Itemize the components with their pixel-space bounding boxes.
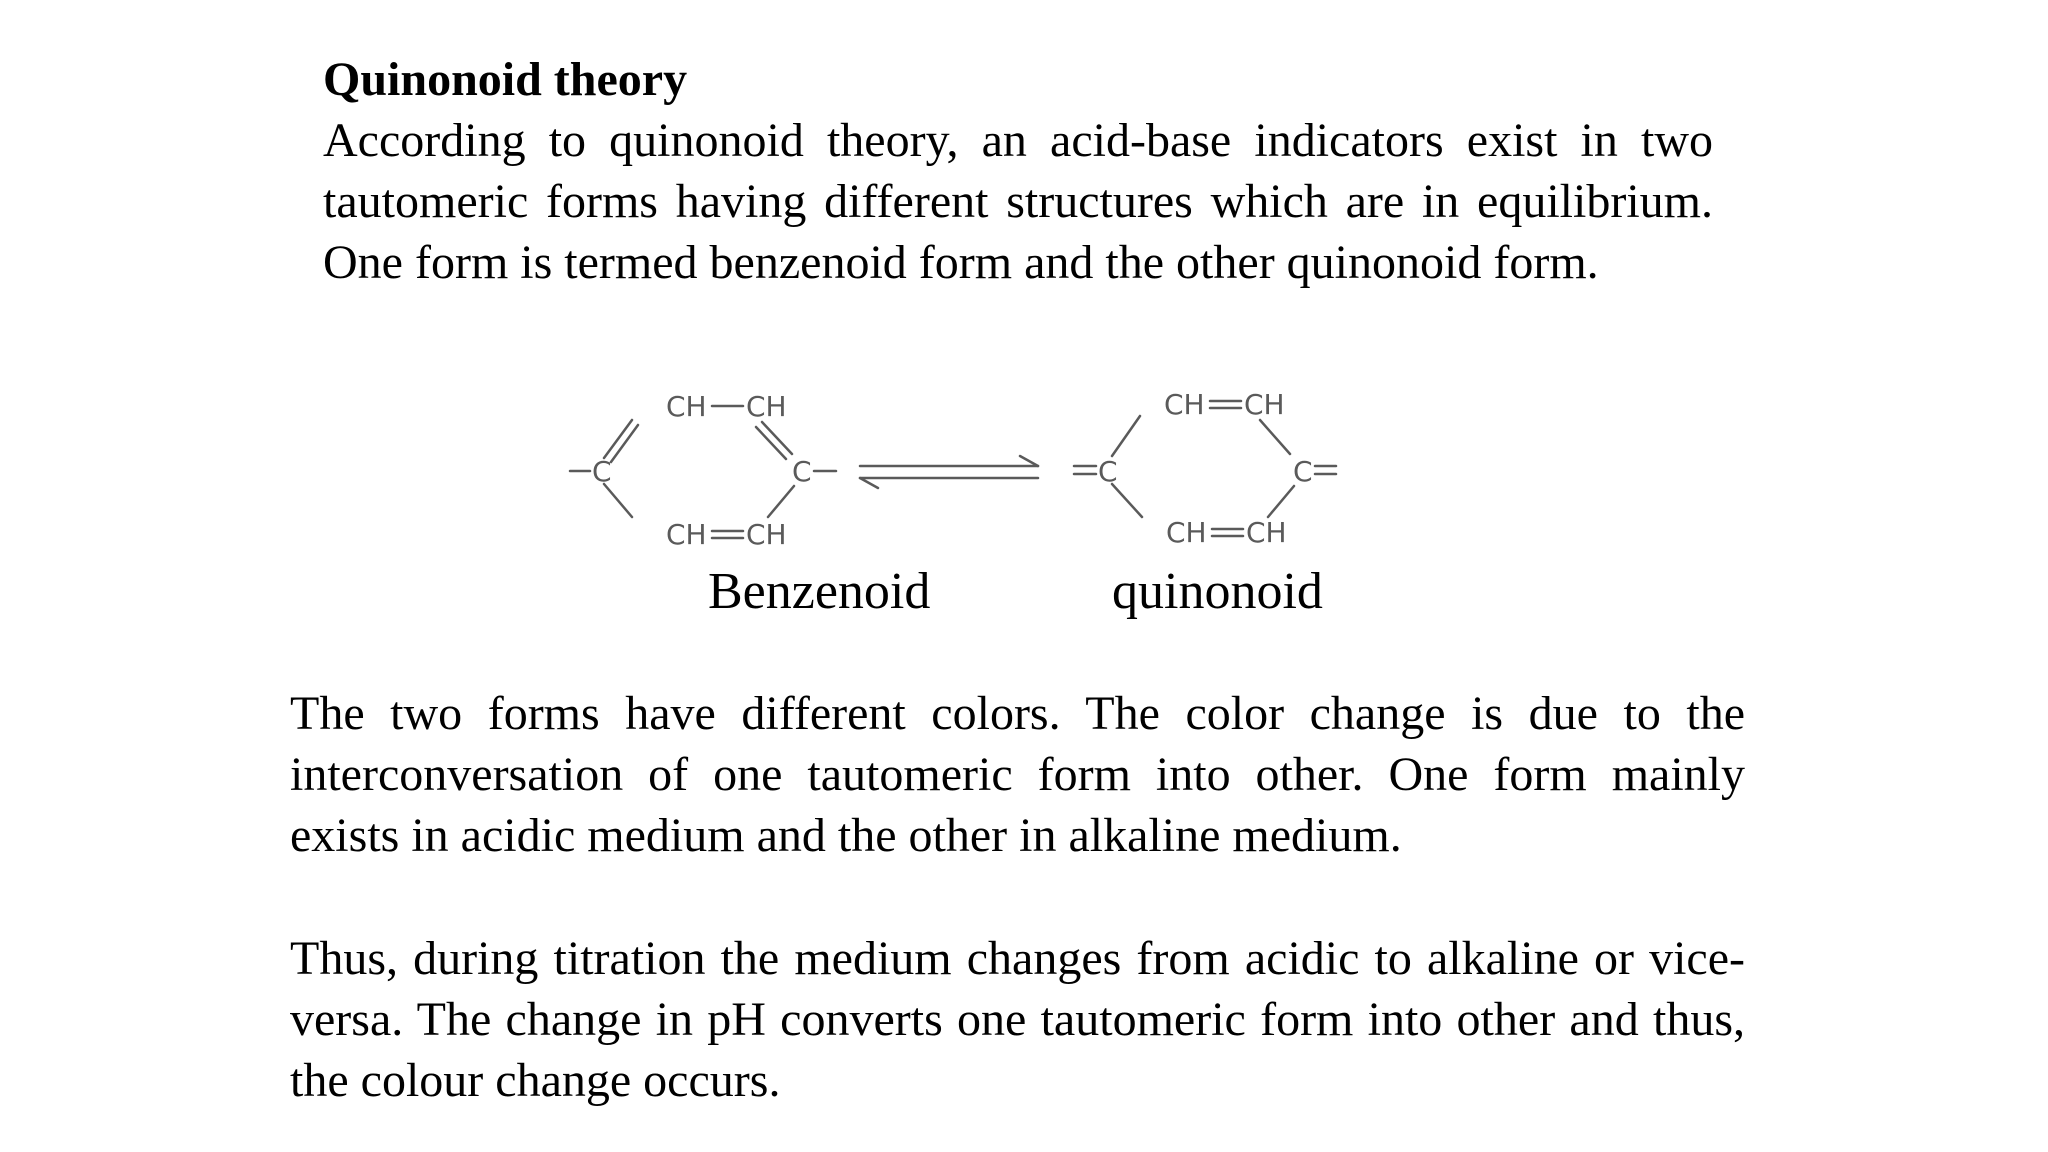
quinonoid-top-left-ch: CH xyxy=(1164,388,1205,421)
quinonoid-right-atom: C xyxy=(1293,455,1313,488)
benzenoid-label: Benzenoid xyxy=(708,563,931,620)
colors-paragraph: The two forms have different colors. The color change is due to the interconversation of one tautomeric form into other. One form mainly exists in acidic medium and the other in alkaline medium. xyxy=(290,687,1745,862)
forward-arrow-head xyxy=(1020,456,1038,466)
reverse-arrow-head xyxy=(860,478,878,488)
benzenoid-right-atom: C xyxy=(792,455,812,488)
titration-paragraph: Thus, during titration the medium changes from acidic to alkaline or vice-versa. The change in pH converts one tautomeric form into other and thus, the colour change occurs. xyxy=(290,932,1745,1107)
tautomer-diagram xyxy=(560,372,1410,562)
quinonoid-label: quinonoid xyxy=(1112,563,1323,620)
quinonoid-structure xyxy=(1074,388,1336,549)
benzenoid-bond-left-bottom xyxy=(604,484,632,517)
intro-paragraph: According to quinonoid theory, an acid-base indicators exist in two tautomeric forms having different structures which are in equilibrium. One form is termed benzenoid form and the other quinonoid form. xyxy=(323,114,1713,289)
quinonoid-bottom-right-ch: CH xyxy=(1246,516,1287,549)
quinonoid-bond-right-bottom xyxy=(1268,486,1294,517)
quinonoid-top-right-ch: CH xyxy=(1244,388,1285,421)
page-title: Quinonoid theory xyxy=(323,53,688,106)
benzenoid-bottom-left-ch: CH xyxy=(666,518,707,551)
tautomer-structures-svg xyxy=(560,372,1410,562)
benzenoid-left-atom: C xyxy=(592,455,612,488)
quinonoid-bond-left-top xyxy=(1112,416,1140,456)
benzenoid-bottom-right-ch: CH xyxy=(746,518,787,551)
benzenoid-top-left-ch: CH xyxy=(666,390,707,423)
equilibrium-arrows xyxy=(860,456,1038,488)
quinonoid-bottom-left-ch: CH xyxy=(1166,516,1207,549)
benzenoid-top-right-ch: CH xyxy=(746,390,787,423)
benzenoid-bond-right-bottom xyxy=(768,486,794,517)
quinonoid-bond-right-top xyxy=(1260,420,1290,454)
quinonoid-bond-left-bottom xyxy=(1112,484,1142,517)
quinonoid-left-atom: C xyxy=(1098,455,1118,488)
benzenoid-structure xyxy=(570,390,836,551)
